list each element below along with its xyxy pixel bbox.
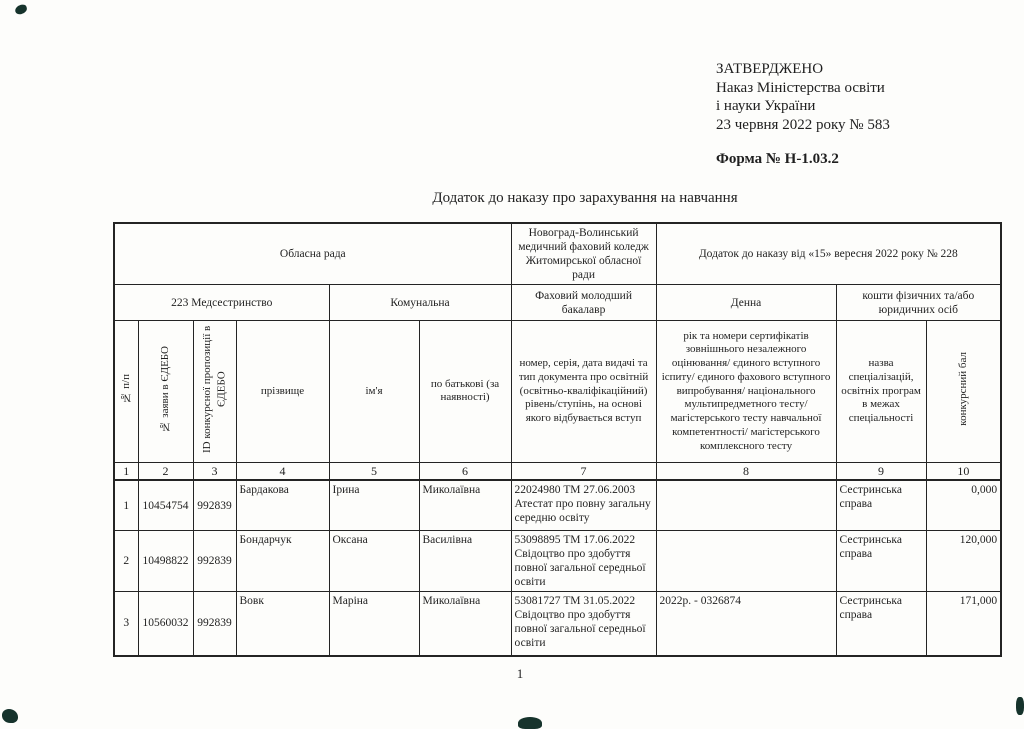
column-number-row bbox=[114, 462, 1001, 480]
col-number: 4 bbox=[236, 462, 329, 480]
cell-study-form: Денна bbox=[656, 285, 836, 321]
cell-score: 171,000 bbox=[926, 592, 1001, 656]
cell-application-id: 10498822 bbox=[138, 530, 193, 591]
col-number: 5 bbox=[329, 462, 419, 480]
cell-certificates: 2022р. - 0326874 bbox=[656, 592, 836, 656]
table-row bbox=[114, 530, 1001, 591]
col-header-num-label: № п/п bbox=[120, 374, 133, 404]
cell-patronymic: Василівна bbox=[419, 530, 511, 591]
col-number: 8 bbox=[656, 462, 836, 480]
col-header-document: номер, серія, дата видачі та тип документа про освітній (освітньо-кваліфікаційний) рівень/ступінь, на основі якого відбувається вступ bbox=[511, 321, 656, 463]
col-header-num bbox=[114, 321, 138, 463]
cell-document: 53081727 ТМ 31.05.2022 Свідоцтво про здобуття повної загальної середньої освіти bbox=[511, 592, 656, 656]
col-header-surname: прізвище bbox=[236, 321, 329, 463]
cell-first-name: Оксана bbox=[329, 530, 419, 591]
cell-document: 22024980 ТМ 27.06.2003 Атестат про повну загальну середню освіту bbox=[511, 480, 656, 530]
cell-specialization: Сестринська справа bbox=[836, 592, 926, 656]
cell-first-name: Ірина bbox=[329, 480, 419, 530]
cell-degree: Фаховий молодший бакалавр bbox=[511, 285, 656, 321]
col-header-proposal-id bbox=[193, 321, 236, 463]
cell-document: 53098895 ТМ 17.06.2022 Свідоцтво про здобуття повної загальної середньої освіти bbox=[511, 530, 656, 591]
cell-certificates bbox=[656, 480, 836, 530]
cell-surname: Бондарчук bbox=[236, 530, 329, 591]
cell-specialization: Сестринська справа bbox=[836, 530, 926, 591]
cell-proposal-id: 992839 bbox=[193, 530, 236, 591]
approval-line-2: Наказ Міністерства освіти bbox=[716, 79, 885, 96]
scan-artifact-bottom-center bbox=[518, 717, 542, 729]
cell-score: 120,000 bbox=[926, 530, 1001, 591]
col-header-application-id bbox=[138, 321, 193, 463]
cell-ownership: Комунальна bbox=[329, 285, 511, 321]
cell-proposal-id: 992839 bbox=[193, 592, 236, 656]
enrollment-table bbox=[113, 222, 1002, 657]
col-header-proposal-id-label: ID конкурсної пропозиції в ЄДЕБО bbox=[201, 325, 228, 453]
page-title: Додаток до наказу про зарахування на навчання bbox=[432, 190, 738, 206]
approval-line-3: і науки України bbox=[716, 98, 816, 115]
col-header-first-name: ім'я bbox=[329, 321, 419, 463]
cell-patronymic: Миколаївна bbox=[419, 592, 511, 656]
col-number: 10 bbox=[926, 462, 1001, 480]
scan-artifact-top-left bbox=[14, 4, 28, 16]
col-header-score-label: конкурсний бал bbox=[957, 352, 970, 426]
cell-surname: Бардакова bbox=[236, 480, 329, 530]
approval-block bbox=[716, 60, 1006, 169]
col-header-certificates: рік та номери сертифікатів зовнішнього незалежного оцінювання/ єдиного вступного іспиту/ єдиного фахового вступного випробування/ національного мультипредметного тесту/ магістерського тесту навчальної компетентності/ магістерського комплексного тесту bbox=[656, 321, 836, 463]
cell-funding: кошти фізичних та/або юридичних осіб bbox=[836, 285, 1001, 321]
cell-institution: Новоград-Волинський медичний фаховий коледж Житомирської обласної ради bbox=[511, 223, 656, 285]
cell-score: 0,000 bbox=[926, 480, 1001, 530]
scan-artifact-bottom-right bbox=[1016, 697, 1024, 715]
cell-row-num: 3 bbox=[114, 592, 138, 656]
col-header-application-id-label: № заяви в ЄДЕБО bbox=[159, 345, 172, 433]
cell-specialty: 223 Медсестринство bbox=[114, 285, 329, 321]
scan-artifact-bottom-left bbox=[2, 709, 18, 723]
cell-specialization: Сестринська справа bbox=[836, 480, 926, 530]
page-number: 1 bbox=[516, 666, 524, 681]
cell-authority: Обласна рада bbox=[114, 223, 511, 285]
table-row bbox=[114, 480, 1001, 530]
cell-order-ref: Додаток до наказу від «15» вересня 2022 року № 228 bbox=[656, 223, 1001, 285]
col-number: 9 bbox=[836, 462, 926, 480]
cell-row-num: 2 bbox=[114, 530, 138, 591]
col-number: 6 bbox=[419, 462, 511, 480]
cell-row-num: 1 bbox=[114, 480, 138, 530]
col-header-score bbox=[926, 321, 1001, 463]
cell-certificates bbox=[656, 530, 836, 591]
col-number: 7 bbox=[511, 462, 656, 480]
cell-surname: Вовк bbox=[236, 592, 329, 656]
col-number: 3 bbox=[193, 462, 236, 480]
col-number: 1 bbox=[114, 462, 138, 480]
cell-proposal-id: 992839 bbox=[193, 480, 236, 530]
cell-application-id: 10454754 bbox=[138, 480, 193, 530]
col-header-specialization: назва спеціалізацій, освітніх програм в межах спеціальності bbox=[836, 321, 926, 463]
cell-application-id: 10560032 bbox=[138, 592, 193, 656]
cell-first-name: Маріна bbox=[329, 592, 419, 656]
approval-line-4: 23 червня 2022 року № 583 bbox=[716, 116, 890, 133]
table-row bbox=[114, 592, 1001, 656]
cell-patronymic: Миколаївна bbox=[419, 480, 511, 530]
col-header-patronymic: по батькові (за наявності) bbox=[419, 321, 511, 463]
form-number: Форма № Н-1.03.2 bbox=[716, 151, 839, 168]
approval-line-1: ЗАТВЕРДЖЕНО bbox=[716, 61, 824, 77]
col-number: 2 bbox=[138, 462, 193, 480]
